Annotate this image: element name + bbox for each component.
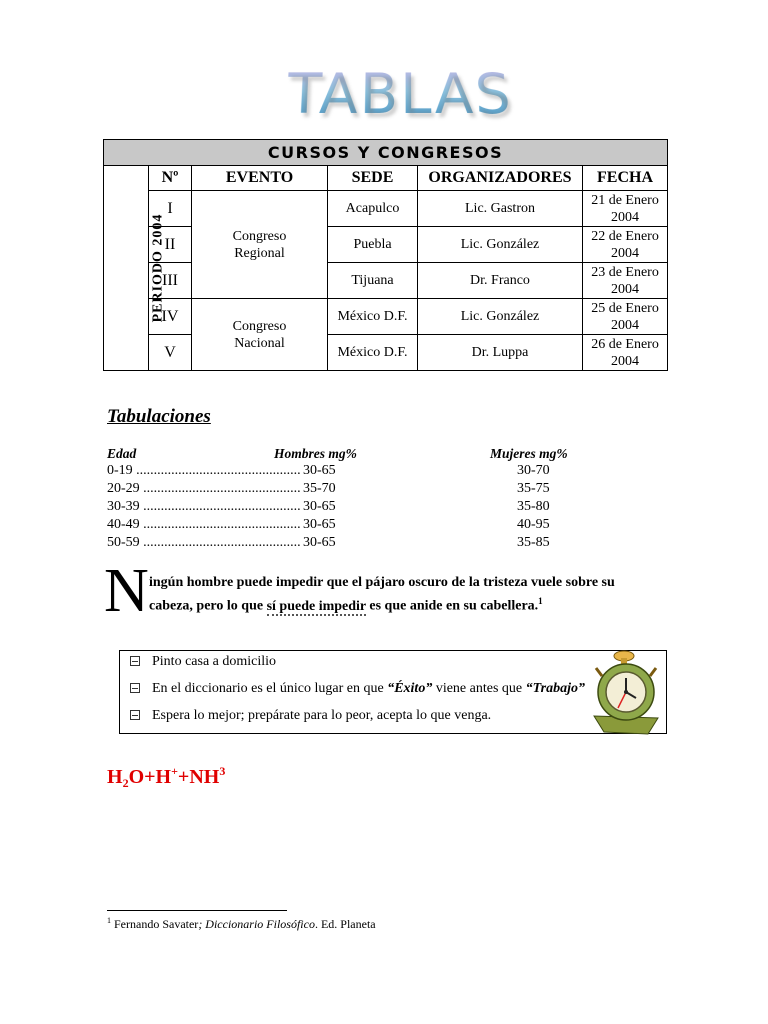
tip-emphasis: “Trabajo” xyxy=(525,681,585,696)
quote-line-2 xyxy=(149,596,543,615)
org-cell: Lic. González xyxy=(418,299,583,335)
formula-sup: + xyxy=(171,764,178,778)
col-hombres-label: Hombres mg% xyxy=(274,446,357,461)
chemical-formula xyxy=(107,764,225,791)
footnote-separator xyxy=(107,910,287,911)
tab-row xyxy=(107,481,627,499)
tab-age: 40-49 ..... xyxy=(107,517,301,533)
formula-part: +NH xyxy=(177,766,220,788)
tab-men: 35-70 xyxy=(303,481,336,496)
tips-box xyxy=(119,650,667,734)
table-row xyxy=(104,335,668,371)
quote-text: es que anide en su cabellera. xyxy=(365,598,539,614)
sede-cell: Acapulco xyxy=(328,191,418,227)
floppy-bullet-icon xyxy=(130,710,140,720)
sede-cell: Puebla xyxy=(328,227,418,263)
formula-part: H xyxy=(107,766,123,788)
sede-cell: Tijuana xyxy=(328,263,418,299)
table-row xyxy=(104,227,668,263)
tip-text: Pinto casa a domicilio xyxy=(152,654,277,669)
tab-row xyxy=(107,463,627,481)
tab-age: 0-19 ..... xyxy=(107,463,301,479)
row-num: V xyxy=(149,335,192,371)
page-title: TABLAS xyxy=(0,63,768,127)
tab-women: 35-85 xyxy=(517,535,550,550)
fecha-cell: 22 de Enero 2004 xyxy=(583,227,668,263)
row-num: IV xyxy=(149,299,192,335)
tip-text: Espera lo mejor; prepárate para lo peor, acepta lo que venga. xyxy=(152,708,492,723)
tabulaciones-heading: Tabulaciones xyxy=(107,406,211,427)
sede-cell: México D.F. xyxy=(328,299,418,335)
tip-text: En el diccionario es el único lugar en que xyxy=(152,681,388,696)
tip-item xyxy=(130,654,276,670)
fecha-cell: 21 de Enero 2004 xyxy=(583,191,668,227)
tab-men: 30-65 xyxy=(303,517,336,532)
footnote xyxy=(107,916,376,932)
footnote-book: ; Diccionario Filosófico xyxy=(198,917,315,931)
tip-emphasis: “Éxito” xyxy=(387,681,433,696)
quote-underlined: sí puede impedir xyxy=(266,598,366,614)
col-edad-label: Edad xyxy=(107,446,137,461)
tab-men: 30-65 xyxy=(303,499,336,514)
header-sede: SEDE xyxy=(328,166,418,191)
tip-text: viene antes que xyxy=(432,681,526,696)
floppy-bullet-icon xyxy=(130,656,140,666)
formula-sub: 2 xyxy=(122,776,129,790)
row-num: II xyxy=(149,227,192,263)
header-fecha: FECHA xyxy=(583,166,668,191)
sede-cell: México D.F. xyxy=(328,335,418,371)
floppy-bullet-icon xyxy=(130,683,140,693)
formula-part: O+H xyxy=(128,766,172,788)
drop-cap: N xyxy=(104,557,149,625)
header-organizadores: ORGANIZADORES xyxy=(418,166,583,191)
tab-age: 30-39 ..... xyxy=(107,499,301,515)
fecha-cell: 25 de Enero 2004 xyxy=(583,299,668,335)
header-evento: EVENTO xyxy=(192,166,328,191)
tab-men: 30-65 xyxy=(303,463,336,478)
org-cell: Dr. Luppa xyxy=(418,335,583,371)
fecha-cell: 26 de Enero 2004 xyxy=(583,335,668,371)
period-cell xyxy=(104,166,166,371)
tab-age: 20-29 ..... xyxy=(107,481,301,497)
quote-text: cabeza, pero lo que xyxy=(149,598,267,614)
events-table xyxy=(103,139,668,371)
tab-row xyxy=(107,517,627,535)
org-cell: Dr. Franco xyxy=(418,263,583,299)
tip-item xyxy=(130,708,491,724)
org-cell: Lic. Gastron xyxy=(418,191,583,227)
row-num: III xyxy=(149,263,192,299)
period-label: PERIODO 2004 xyxy=(150,213,166,323)
tab-women: 35-75 xyxy=(517,481,550,496)
tab-row xyxy=(107,499,627,517)
event-cell: Congreso Regional xyxy=(192,191,328,299)
footnote-author: Fernando Savater xyxy=(114,917,199,931)
fecha-cell: 23 de Enero 2004 xyxy=(583,263,668,299)
footnote-number: 1 xyxy=(107,916,111,925)
org-cell: Lic. González xyxy=(418,227,583,263)
col-mujeres-label: Mujeres mg% xyxy=(490,446,568,461)
tab-women: 40-95 xyxy=(517,517,550,532)
table-row xyxy=(104,191,668,227)
alarm-clock-icon xyxy=(588,646,662,738)
table-row xyxy=(104,263,668,299)
header-num: Nº xyxy=(149,166,192,191)
quote-line-1: ingún hombre puede impedir que el pájaro oscuro de la tristeza vuele sobre su xyxy=(149,575,615,590)
row-num: I xyxy=(149,191,192,227)
event-cell: Congreso Nacional xyxy=(192,299,328,371)
table-row xyxy=(104,299,668,335)
footnote-publisher: . Ed. Planeta xyxy=(314,917,376,931)
formula-sup: 3 xyxy=(219,764,226,778)
tab-men: 30-65 xyxy=(303,535,336,550)
tip-item xyxy=(130,681,585,697)
tab-women: 35-80 xyxy=(517,499,550,514)
tab-women: 30-70 xyxy=(517,463,550,478)
tab-age: 50-59 ..... xyxy=(107,535,301,551)
table-caption: CURSOS Y CONGRESOS xyxy=(104,140,668,166)
footnote-ref[interactable]: 1 xyxy=(538,596,543,606)
tab-row xyxy=(107,535,627,553)
